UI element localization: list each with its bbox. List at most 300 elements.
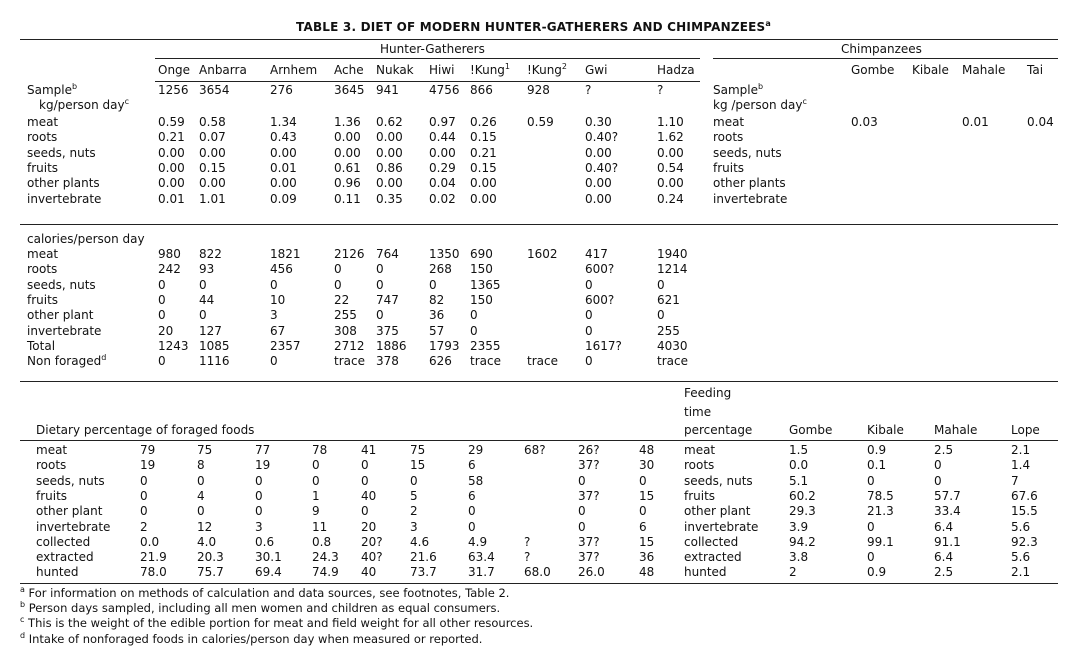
row-label-sample: Sample$^b$ [27,82,78,97]
cell: 15 [639,534,655,549]
cell: 980 [158,247,181,261]
row-label: hunted [36,565,79,580]
ch-cell: 2.5 [934,565,954,580]
cell: 26? [578,443,600,457]
cell: 1365 [470,277,501,292]
column-header-hiwi: Hiwi [429,63,455,77]
ch-cell: 57.7 [934,488,961,503]
cell: 600? [585,292,615,307]
cell: 20? [361,534,383,549]
ch-cell: 0.01 [962,115,989,129]
cell: 26.0 [578,565,605,580]
cell: 0.00 [158,160,185,175]
cell: 1.36 [334,115,361,129]
ch-cell: 0 [934,473,942,488]
column-header-kung: !Kung$^2$ [527,62,568,77]
cell: 0.00 [657,176,684,191]
cell: 24.3 [312,550,339,565]
cell: 0 [657,308,665,323]
column-header-gombe: Gombe [789,423,833,437]
cell-sample: ? [585,83,592,97]
cell: 0 [585,277,593,292]
cell: 0.24 [657,191,684,206]
ch-row-label-unit: kg /person day$^c$ [713,97,807,112]
cell: 4030 [657,338,688,353]
cell: 0.02 [429,191,456,206]
cell: 0.00 [199,176,226,191]
column-header-gwi: Gwi [585,63,608,77]
ch-row-label: invertebrate [713,191,788,206]
ch-cell: 5.6 [1011,519,1031,534]
cell: 0.01 [270,160,297,175]
cell: 9 [312,504,320,519]
cell: 30 [639,458,655,473]
cell: 690 [470,247,493,261]
cell: 0 [585,354,593,369]
cell: 21.9 [140,550,167,565]
row-label: meat [36,443,68,457]
ch-row-label: extracted [684,550,742,565]
cell: 20 [158,323,174,338]
cell-sample: 928 [527,83,550,97]
cell: 0.00 [429,145,456,160]
cell: 21.6 [410,550,437,565]
cell: 1.10 [657,115,684,129]
cell: 308 [334,323,357,338]
ch-cell: 0 [867,519,875,534]
row-label: roots [36,458,67,473]
ch-row-label: roots [684,458,715,473]
ch-cell: 0 [867,550,875,565]
cell: 0 [197,473,205,488]
cell: 600? [585,262,615,277]
rule-top [20,39,1058,40]
row-label: fruits [27,160,59,175]
cell: 2712 [334,338,365,353]
cell: 0.00 [334,130,361,145]
rule-section-2 [20,381,1058,382]
row-label: meat [27,115,59,129]
column-header-anbarra: Anbarra [199,63,247,77]
ch-cell: 92.3 [1011,534,1038,549]
cell: 5 [410,488,418,503]
row-label: seeds, nuts [27,145,96,160]
cell: 3 [270,308,278,323]
column-header-arnhem: Arnhem [270,63,318,77]
cell: 0.86 [376,160,403,175]
ch-cell: 0.9 [867,443,887,457]
cell: 0 [578,473,586,488]
cell: 0.04 [429,176,456,191]
ch-row-label: fruits [684,488,716,503]
cell: 36 [429,308,445,323]
row-label: roots [27,130,58,145]
cell: 621 [657,292,680,307]
cell: 36 [639,550,655,565]
row-label: seeds, nuts [27,277,96,292]
cell: 6 [468,488,476,503]
cell: 127 [199,323,222,338]
ch-cell: 0 [867,473,875,488]
cell: 747 [376,292,399,307]
ch-row-label: fruits [713,160,745,175]
cell: 242 [158,262,181,277]
cell: 22 [334,292,350,307]
cell: 0 [255,488,263,503]
cell: 78 [312,443,328,457]
ch-cell: 6.4 [934,519,954,534]
cell: 0.15 [199,160,226,175]
column-header-lope: Lope [1011,423,1040,437]
cell: 0 [376,277,384,292]
column-header-mahale: Mahale [962,63,1006,77]
cell: 0.0 [140,534,160,549]
cell: 0 [585,308,593,323]
cell: 0.00 [657,145,684,160]
cell: 1 [312,488,320,503]
cell: 0.58 [199,115,226,129]
cell: 37? [578,550,600,565]
cell: trace [527,354,558,369]
ch-cell: 0.0 [789,458,809,473]
cell: 0 [639,504,647,519]
cell: 0 [140,504,148,519]
cell: 30.1 [255,550,282,565]
cell: 0.00 [376,176,403,191]
cell: 0 [158,292,166,307]
ch-cell: 33.4 [934,504,961,519]
cell: 0 [158,308,166,323]
ch-cell: 2 [789,565,797,580]
cell: 0 [361,458,369,473]
row-label: meat [27,247,59,261]
ch-cell: 1.4 [1011,458,1031,473]
cell-sample: 1256 [158,83,189,97]
cell: trace [334,354,365,369]
cell: 2357 [270,338,301,353]
cell: 0.59 [527,115,554,129]
cell: 0 [470,323,478,338]
cell: 1602 [527,247,558,261]
row-label: Non foraged$^d$ [27,353,107,369]
cell: 15 [639,488,655,503]
footnote-c: $^c$ This is the weight of the edible portion for meat and field weight for all other resources. [20,615,534,631]
cell: 0 [334,277,342,292]
ch-cell: 1.5 [789,443,809,457]
row-label: other plant [27,308,94,323]
ch-cell: 0.9 [867,565,887,580]
cell: 0.00 [585,191,612,206]
cell: 3 [410,519,418,534]
cell: 2 [410,504,418,519]
cell: 456 [270,262,293,277]
cell: 29 [468,443,484,457]
cell: 150 [470,262,493,277]
cell: 0.00 [270,176,297,191]
ch-cell: 3.8 [789,550,809,565]
cell: 0.6 [255,534,275,549]
cell: 79 [140,443,156,457]
cell: 37? [578,458,600,473]
cell: 0 [312,458,320,473]
cell: 0 [199,277,207,292]
ch-row-label: invertebrate [684,519,759,534]
cell: 37? [578,534,600,549]
cell: 0.07 [199,130,226,145]
cell: 11 [312,519,328,534]
cell: 41 [361,443,377,457]
cell: 0 [429,277,437,292]
cell-sample: 941 [376,83,399,97]
ch-row-label: collected [684,534,739,549]
rule-group-ch [713,58,1058,59]
cell: 0 [578,504,586,519]
cell: 1793 [429,338,460,353]
cell: 75 [410,443,426,457]
ch-cell: 2.1 [1011,443,1031,457]
ch-row-label: meat [684,443,716,457]
cell: 74.9 [312,565,339,580]
cell: 6 [639,519,647,534]
cell: 2355 [470,338,501,353]
column-header-mahale: Mahale [934,423,978,437]
cell-sample: 3645 [334,83,365,97]
footnote-a: $^a$ For information on methods of calculation and data sources, see footnotes, Table 2. [20,585,510,600]
cell: trace [470,354,501,369]
cell: 67 [270,323,286,338]
cell: 10 [270,292,286,307]
cell: 0.35 [376,191,403,206]
cell: 19 [140,458,156,473]
cell: 1.01 [199,191,226,206]
cell: 40 [361,565,377,580]
cell: 73.7 [410,565,437,580]
cell-sample: 3654 [199,83,230,97]
cell: 417 [585,247,608,261]
cell: 1886 [376,338,407,353]
rule-under-headers [155,81,700,82]
cell: 0.00 [199,145,226,160]
ch-cell: 7 [1011,473,1019,488]
rule-section-3 [20,440,1058,441]
ch-cell: 99.1 [867,534,894,549]
cell: 0 [657,277,665,292]
cell: 0.01 [158,191,185,206]
ch-cell: 0.04 [1027,115,1054,129]
cell: 0.29 [429,160,456,175]
row-label: seeds, nuts [36,473,105,488]
row-label: collected [36,534,91,549]
row-label: fruits [27,292,59,307]
cell: 0.43 [270,130,297,145]
column-header-onge: Onge [158,63,191,77]
ch-row-label: hunted [684,565,727,580]
ch-cell: 29.3 [789,504,816,519]
ch-cell: 67.6 [1011,488,1038,503]
cell: 0.15 [470,160,497,175]
column-header-hadza: Hadza [657,63,695,77]
ch-cell: 91.1 [934,534,961,549]
cell: 0.61 [334,160,361,175]
column-header-kibale: Kibale [912,63,949,77]
cell: 1.34 [270,115,297,129]
cell: 69.4 [255,565,282,580]
row-label: roots [27,262,58,277]
cell: 268 [429,262,452,277]
row-label: invertebrate [27,323,102,338]
ch-cell: 2.1 [1011,565,1031,580]
feeding-heading-line: percentage [684,423,753,437]
cell: 31.7 [468,565,495,580]
rule-bottom [20,583,1058,584]
ch-row-label: other plant [684,504,751,519]
ch-cell: 0 [934,458,942,473]
cell: 6 [468,458,476,473]
cell: 626 [429,354,452,369]
cell-sample: ? [657,83,664,97]
cell: 37? [578,488,600,503]
ch-row-label: roots [713,130,744,145]
cell: 0.00 [470,176,497,191]
cell: 0.8 [312,534,332,549]
cell: 0.44 [429,130,456,145]
cell: 0 [199,308,207,323]
feeding-heading-line: time [684,404,712,419]
cell: 0 [361,473,369,488]
cell: 0 [376,262,384,277]
footnote-d: $^d$ Intake of nonforaged foods in calories/person day when measured or reported. [20,630,483,646]
ch-cell: 21.3 [867,504,894,519]
cell: 375 [376,323,399,338]
title-footnote-mark: a [765,19,771,28]
row-label: invertebrate [27,191,102,206]
ch-cell: 0.1 [867,458,887,473]
section-heading-calories: calories/person day [27,232,145,246]
ch-row-label-sample: Sample$^b$ [713,82,764,97]
cell: 0.00 [376,130,403,145]
cell: ? [524,534,531,549]
cell: 0.21 [158,130,185,145]
cell: 0.30 [585,115,612,129]
cell: 150 [470,292,493,307]
cell: 0.00 [158,176,185,191]
group-header-hunter-gatherers: Hunter-Gatherers [380,42,485,56]
cell: 78.0 [140,565,167,580]
cell: 12 [197,519,213,534]
cell: 75 [197,443,213,457]
cell: 20.3 [197,550,224,565]
cell: 3 [255,519,263,534]
cell: 82 [429,292,445,307]
cell: 4 [197,488,205,503]
cell: 68.0 [524,565,551,580]
cell: 4.6 [410,534,430,549]
column-header-nukak: Nukak [376,63,414,77]
ch-cell: 60.2 [789,488,816,503]
ch-cell: 0.03 [851,115,878,129]
cell: 0 [470,308,478,323]
cell: 20 [361,519,377,534]
cell: 0 [312,473,320,488]
cell: 68? [524,443,546,457]
group-header-chimpanzees: Chimpanzees [841,42,922,56]
cell: 0 [255,504,263,519]
cell: 0.26 [470,115,497,129]
cell-sample: 276 [270,83,293,97]
column-header-ache: Ache [334,63,364,77]
cell: 44 [199,292,215,307]
cell: 0.59 [158,115,185,129]
cell: 0 [158,354,166,369]
cell: 4.9 [468,534,488,549]
row-label: other plants [27,176,100,191]
ch-cell: 3.9 [789,519,809,534]
column-header-kung: !Kung$^1$ [470,62,511,77]
cell: 0 [578,519,586,534]
cell: 764 [376,247,399,261]
ch-row-label: seeds, nuts [684,473,753,488]
cell: 255 [657,323,680,338]
cell: 0.96 [334,176,361,191]
cell: 0.40? [585,130,619,145]
row-label: invertebrate [36,519,111,534]
cell: 0.00 [270,145,297,160]
cell: 77 [255,443,271,457]
cell: 0.00 [585,145,612,160]
cell: 0 [158,277,166,292]
cell: 63.4 [468,550,495,565]
ch-cell: 78.5 [867,488,894,503]
cell: 0.62 [376,115,403,129]
cell: 0.11 [334,191,361,206]
cell: 1821 [270,247,301,261]
rule-section-1 [20,224,1058,225]
cell: 0.09 [270,191,297,206]
ch-row-label: meat [713,115,745,129]
cell: 4.0 [197,534,217,549]
cell: 40 [361,488,377,503]
section-heading-dietary: Dietary percentage of foraged foods [36,423,255,437]
cell-sample: 4756 [429,83,460,97]
cell: 0 [140,488,148,503]
rule-group-hg [155,58,700,59]
cell: 2 [140,519,148,534]
cell: 1243 [158,338,189,353]
cell: 1214 [657,262,688,277]
cell-sample: 866 [470,83,493,97]
cell: 8 [197,458,205,473]
cell: 0.54 [657,160,684,175]
cell: 0 [361,504,369,519]
row-label: fruits [36,488,68,503]
ch-cell: 5.6 [1011,550,1031,565]
column-header-kibale: Kibale [867,423,904,437]
cell: 0.00 [470,191,497,206]
cell: 1085 [199,338,230,353]
cell: 1940 [657,247,688,261]
cell: 0 [410,473,418,488]
ch-cell: 6.4 [934,550,954,565]
cell: 0.00 [585,176,612,191]
cell: 0 [639,473,647,488]
column-header-gombe: Gombe [851,63,895,77]
row-label: Total [27,338,56,353]
cell: 15 [410,458,426,473]
feeding-heading-line: Feeding [684,386,732,400]
table-title: TABLE 3. DIET OF MODERN HUNTER-GATHERERS AND CHIMPANZEES$^a$ [296,19,771,34]
cell: 2126 [334,247,365,261]
ch-cell: 94.2 [789,534,816,549]
